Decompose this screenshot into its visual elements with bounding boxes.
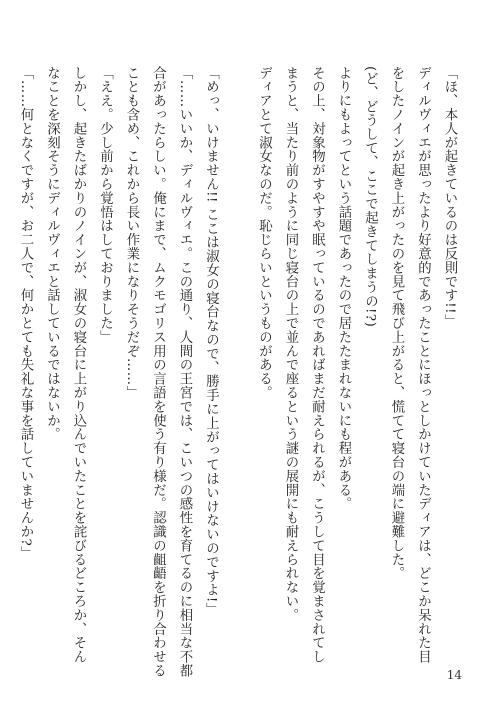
text-line: 「めっ、いけません!! ここは淑女の寝台なので、勝手に上がってはいけないのですよ!」 (203, 66, 219, 617)
text-line: 「ええ。少し前から覚悟はしておりました」 (97, 66, 113, 344)
text-line: まうと、当たり前のように同じ寝台の上で並んで座るという謎の展開にも耐えられない。 (283, 66, 298, 622)
text-line: 「……何となくですが、お二人で、何かとても失礼な事を話していませんか?」 (18, 66, 33, 561)
page-number: 14 (446, 668, 462, 682)
text-line: 合があったらしい。俺にまで、ムクモゴリス用の言語を使う有り様だ。認識の齟齬を折り合わせる (150, 66, 166, 678)
text-line: をしたノインが起き上がったのを見て飛び上がると、慌てて寝台の端に避難した。 (389, 66, 404, 581)
paragraph-break (224, 66, 251, 626)
text-line: なことを深刻そうにディルヴィエと話しているではないか。 (44, 66, 60, 442)
text-line: ディアとて淑女なのだ。恥じらいというものがある。 (256, 66, 272, 400)
text-line: よりにもよってという話題であったので居たたまれないにも程がある。 (336, 66, 351, 511)
text-line: ディルヴィエが思ったより好意的であったことにほっとしかけていたディアは、どこか呆れた目 (415, 66, 431, 664)
text-line: (ど、どうして、ここで起きてしまうの!?) (362, 66, 378, 328)
text-line: しかし、起きたばかりのノインが、淑女の寝台に上がり込んでいたことを詫びるどころか、そん (71, 66, 86, 664)
text-line: ことも含め、これから長い作業になりそうだぞ……」 (124, 66, 139, 400)
text-line: 「……いいか、ディルヴィエ。この通り、人間の王宮では、こいつの感性を育てるのに相当な不都 (177, 66, 192, 678)
text-line: その上、対象物がすやすや眠っているのであればまだ耐えられるが、こうして目を覚まされてし (309, 66, 325, 664)
text-line: 「ほ、本人が起きているのは反則です!!」 (442, 66, 457, 328)
